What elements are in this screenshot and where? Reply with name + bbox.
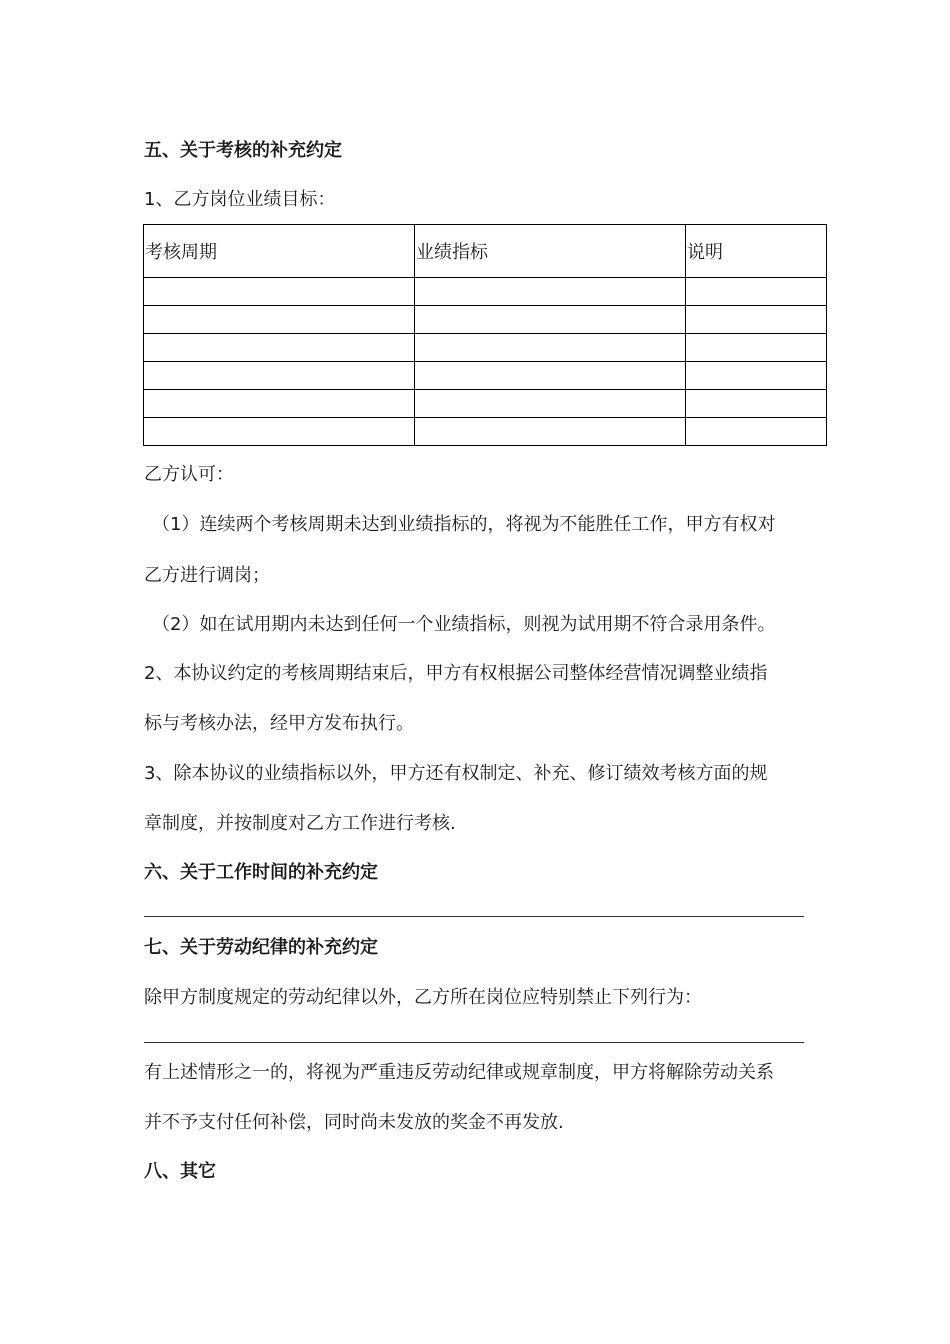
table-row xyxy=(144,362,827,390)
section-7-heading: 七、关于劳动纪律的补充约定 xyxy=(144,937,378,958)
section-6-heading: 六、关于工作时间的补充约定 xyxy=(144,862,378,883)
table-cell xyxy=(144,390,415,418)
section-7-blank-line xyxy=(144,1042,804,1043)
table-cell xyxy=(415,306,686,334)
ack-clause-2: （2）如在试用期内未达到任何一个业绩指标，则视为试用期不符合录用条件。 xyxy=(152,614,776,635)
table-row xyxy=(144,278,827,306)
table-cell xyxy=(415,418,686,446)
table-cell xyxy=(415,334,686,362)
ack-clause-1-line-2: 乙方进行调岗； xyxy=(144,565,270,586)
section-7-consequence-line-2: 并不予支付任何补偿，同时尚未发放的奖金不再发放. xyxy=(144,1112,564,1133)
table-cell xyxy=(415,390,686,418)
section-7-consequence-line-1: 有上述情形之一的，将视为严重违反劳动纪律或规章制度，甲方将解除劳动关系 xyxy=(144,1062,774,1083)
table-header-row xyxy=(144,225,827,278)
section-8-heading: 八、其它 xyxy=(144,1161,216,1182)
party-b-acknowledgement: 乙方认可： xyxy=(144,464,234,485)
table-row xyxy=(144,334,827,362)
table-cell xyxy=(686,278,827,306)
table-cell xyxy=(686,334,827,362)
ack-clause-1-line-1: （1）连续两个考核周期未达到业绩指标的，将视为不能胜任工作，甲方有权对 xyxy=(152,514,776,535)
table-cell xyxy=(686,306,827,334)
section-5-heading: 五、关于考核的补充约定 xyxy=(144,140,342,161)
section-6-blank-line xyxy=(144,916,804,917)
table-cell xyxy=(144,334,415,362)
table-row xyxy=(144,306,827,334)
table-row xyxy=(144,390,827,418)
table-cell xyxy=(144,362,415,390)
table-cell xyxy=(144,278,415,306)
section-5-item-2-line-2: 标与考核办法，经甲方发布执行。 xyxy=(144,713,414,734)
section-5-item-2-line-1: 2、本协议约定的考核周期结束后，甲方有权根据公司整体经营情况调整业绩指 xyxy=(144,663,768,684)
table-cell xyxy=(415,278,686,306)
table-cell xyxy=(144,418,415,446)
section-7-intro: 除甲方制度规定的劳动纪律以外，乙方所在岗位应特别禁止下列行为： xyxy=(144,987,702,1008)
header-assessment-period: 考核周期 xyxy=(144,225,415,278)
table-cell xyxy=(686,362,827,390)
section-5-item-3-line-2: 章制度，并按制度对乙方工作进行考核. xyxy=(144,813,456,834)
section-5-item-3-line-1: 3、除本协议的业绩指标以外，甲方还有权制定、补充、修订绩效考核方面的规 xyxy=(144,763,768,784)
header-performance-indicator: 业绩指标 xyxy=(415,225,686,278)
section-5-item-1: 1、乙方岗位业绩目标： xyxy=(144,189,336,210)
table-row xyxy=(144,418,827,446)
performance-target-table xyxy=(143,224,827,446)
table-cell xyxy=(144,306,415,334)
table-cell xyxy=(686,390,827,418)
table-cell xyxy=(415,362,686,390)
table-cell xyxy=(686,418,827,446)
header-description: 说明 xyxy=(686,225,827,278)
